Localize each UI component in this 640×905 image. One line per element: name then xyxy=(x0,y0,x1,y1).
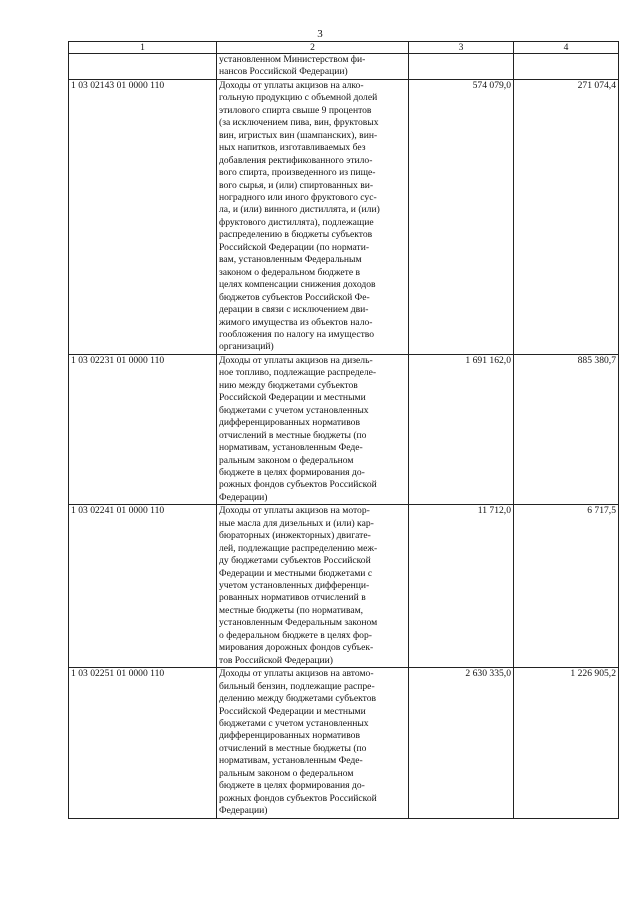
description-cell: Доходы от уплаты акцизов на алко- гольную продукцию с объемной долей этилового спирта свыше 9 процентов (за исключением пива, вин, фруктовых вин, игристых вин (шампанских), вин- ных напитков, изготавливаемых без добавления ректификованного этило- вого спирта, произведенного из пище- вого сырья, и (или) спиртованных ви- ноградного или иного фруктового сус- ла, и (или) винного дистиллята, и (или) фруктового дистиллята), подлежащие распределению в бюджеты субъектов Российской Федерации (по нормати- вам, установленным Федеральным законом о федеральном бюджете в целях компенсации снижения доходов бюджетов субъектов Российской Фе- дерации в связи с исключением дви- жимого имущества из объектов нало- гообложения по налогу на имущество организаций) xyxy=(217,79,409,354)
column-header-2: 2 xyxy=(217,42,409,54)
budget-code-cell: 1 03 02241 01 0000 110 xyxy=(69,505,217,668)
description-cell: Доходы от уплаты акцизов на автомо- бильный бензин, подлежащие распре- делению между бюджетами субъектов Российской Федерации и местными бюджетами с учетом установленных дифференцированных нормативов отчислений в местные бюджеты (по нормативам, установленным Феде- ральным законом о федеральном бюджете в целях формирования до- рожных фондов субъектов Российской Федерации) xyxy=(217,668,409,818)
amount-col4-cell: 271 074,4 xyxy=(514,79,619,354)
table-row xyxy=(69,354,619,504)
description-cell: Доходы от уплаты акцизов на дизель- ное топливо, подлежащие распределе- нию между бюджетами субъектов Российской Федерации и местными бюджетами с учетом установленных дифференцированных нормативов отчислений в местные бюджеты (по нормативам, установленным Феде- ральным законом о федеральном бюджете в целях формирования до- рожных фондов субъектов Российской Федерации) xyxy=(217,354,409,504)
column-header-3: 3 xyxy=(409,42,514,54)
budget-code-cell: 1 03 02251 01 0000 110 xyxy=(69,668,217,818)
amount-col4-cell xyxy=(514,54,619,80)
table-row xyxy=(69,668,619,818)
table-header-row xyxy=(69,42,619,54)
amount-col3-cell xyxy=(409,54,514,80)
column-header-1: 1 xyxy=(69,42,217,54)
table-row xyxy=(69,54,619,80)
budget-table xyxy=(68,41,619,819)
description-cell: установленном Министерством фи- нансов Российской Федерации) xyxy=(217,54,409,80)
budget-code-cell: 1 03 02231 01 0000 110 xyxy=(69,354,217,504)
amount-col3-cell: 2 630 335,0 xyxy=(409,668,514,818)
description-cell: Доходы от уплаты акцизов на мотор- ные масла для дизельных и (или) кар- бюраторных (инжекторных) двигате- лей, подлежащие распределению меж- ду бюджетами субъектов Российской Федерации и местными бюджетами с учетом установленных дифференци- рованных нормативов отчислений в местные бюджеты (по нормативам, установленным Федеральным законом о федеральном бюджете в целях фор- мирования дорожных фондов субъек- тов Российской Федерации) xyxy=(217,505,409,668)
budget-code-cell: 1 03 02143 01 0000 110 xyxy=(69,79,217,354)
table-row xyxy=(69,505,619,668)
table-row xyxy=(69,79,619,354)
amount-col4-cell: 885 380,7 xyxy=(514,354,619,504)
amount-col4-cell: 1 226 905,2 xyxy=(514,668,619,818)
amount-col3-cell: 1 691 162,0 xyxy=(409,354,514,504)
column-header-4: 4 xyxy=(514,42,619,54)
budget-code-cell xyxy=(69,54,217,80)
amount-col3-cell: 11 712,0 xyxy=(409,505,514,668)
page-number: 3 xyxy=(317,28,323,40)
amount-col4-cell: 6 717,5 xyxy=(514,505,619,668)
amount-col3-cell: 574 079,0 xyxy=(409,79,514,354)
